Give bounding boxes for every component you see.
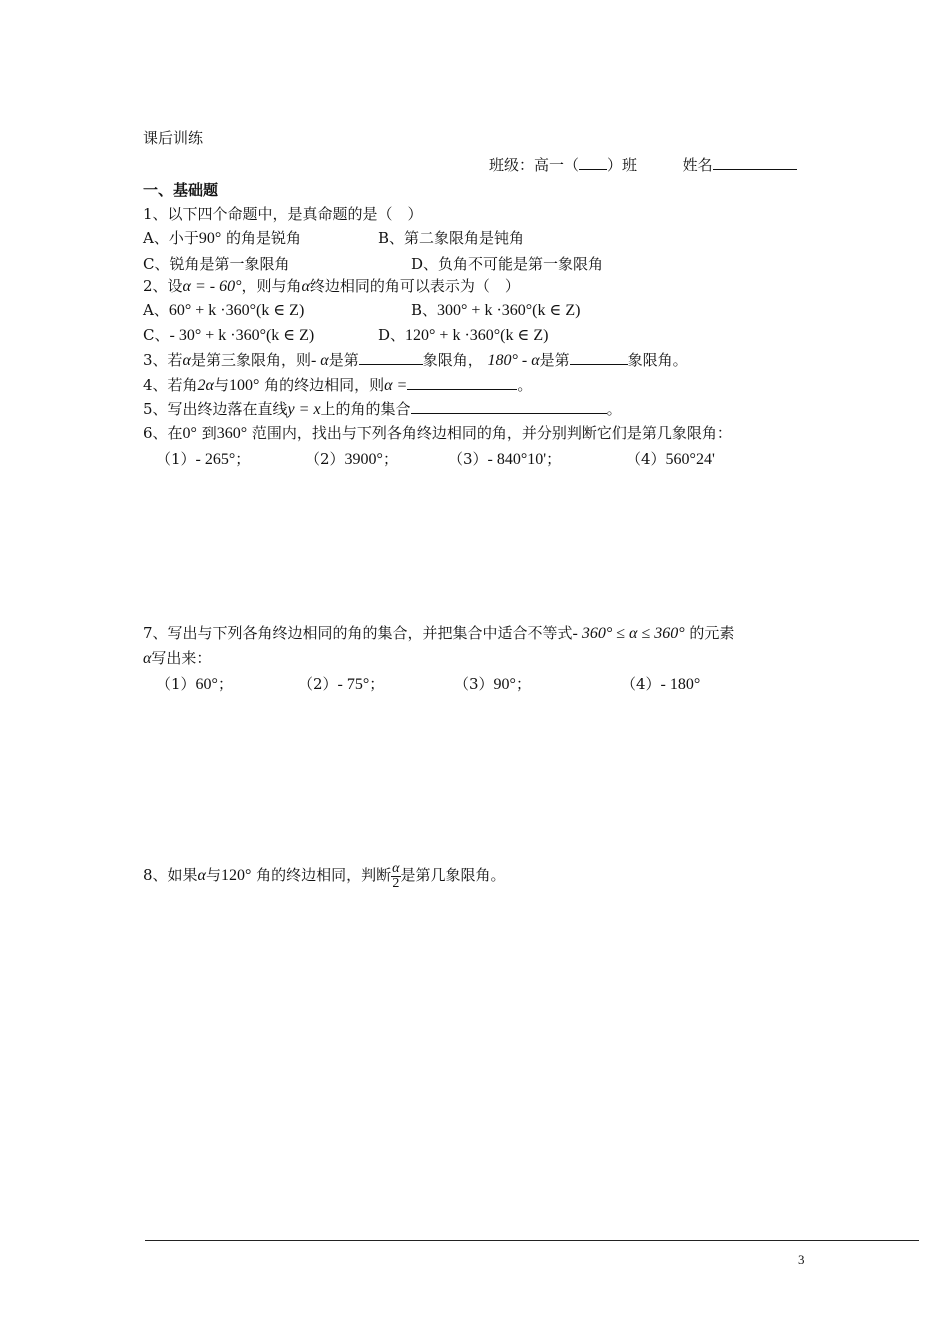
q7-stem: 7、写出与下列各角终边相同的角的集合，并把集合中适合不等式- 360° ≤ α ≤ 360° 的元素 <box>143 624 735 642</box>
q1-option-d: D、负角不可能是第一象限角 <box>411 255 604 273</box>
name-blank[interactable] <box>713 154 797 170</box>
q7-item-4: （4）- 180° <box>621 675 701 693</box>
q7-stem-line2: α写出来： <box>143 649 212 667</box>
alpha-over-2-fraction: $\frac{\alpha}{2}$ <box>392 860 400 891</box>
q3-line: 3、若α是第三象限角，则- α是第 象限角， 180° - α是第 象限角。 <box>143 351 688 369</box>
q2-stem: 2、设α = - 60°，则与角α终边相同的角可以表示为（ ） <box>143 277 520 295</box>
q8-line: 8、如果α与120° 角的终边相同，判断 $\frac{\alpha}{2}$ 是第几象限角。 <box>143 860 506 891</box>
q2-option-a: A、60° + k ·360°(k ∈ Z) <box>143 301 305 319</box>
q6-item-3: （3）- 840°10'； <box>448 450 562 468</box>
page-title: 课后训练 <box>143 129 204 147</box>
q7-item-2: （2）- 75°； <box>298 675 385 693</box>
q1-stem: 1、以下四个命题中，是真命题的是（ ） <box>143 205 423 223</box>
q5-blank[interactable] <box>411 398 607 414</box>
q1-option-c: C、锐角是第一象限角 <box>143 255 290 273</box>
footer-divider <box>145 1240 919 1241</box>
q2-option-b: B、300° + k ·360°(k ∈ Z) <box>411 301 581 319</box>
q2-option-c: C、- 30° + k ·360°(k ∈ Z) <box>143 326 315 344</box>
section-basic-title: 一、基础题 <box>143 181 219 199</box>
q4-blank[interactable] <box>407 374 517 390</box>
q5-line: 5、写出终边落在直线y = x上的角的集合 。 <box>143 400 622 418</box>
page-number: 3 <box>798 1252 805 1267</box>
q3-blank-2[interactable] <box>570 349 628 365</box>
q6-item-2: （2）3900°； <box>305 450 398 468</box>
q1-option-b: B、第二象限角是钝角 <box>378 229 525 247</box>
q4-line: 4、若角2α与100° 角的终边相同，则α = 。 <box>143 376 533 394</box>
q2-option-d: D、120° + k ·360°(k ∈ Z) <box>378 326 549 344</box>
q7-item-1: （1）60°； <box>156 675 233 693</box>
q6-stem: 6、在0° 到360° 范围内，找出与下列各角终边相同的角，并分别判断它们是第几象限角： <box>143 424 732 442</box>
class-name-line: 班级：高一（ ）班 姓名 <box>489 154 797 175</box>
q7-item-3: （3）90°； <box>454 675 531 693</box>
q3-blank-1[interactable] <box>359 349 423 365</box>
q6-item-1: （1）- 265°； <box>156 450 251 468</box>
q1-option-a: A、小于90° 的角是锐角 <box>143 229 302 247</box>
q6-item-4: （4）560°24' <box>626 450 715 468</box>
class-blank[interactable] <box>579 154 607 170</box>
